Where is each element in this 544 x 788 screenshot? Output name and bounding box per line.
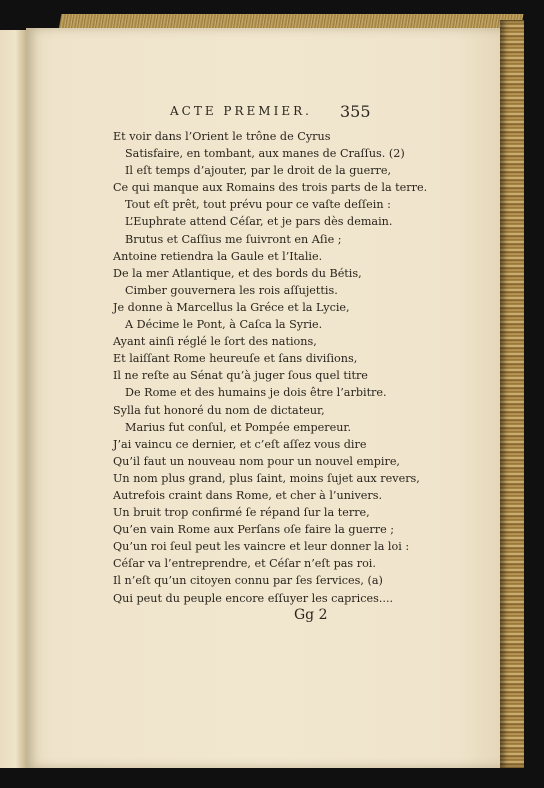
verse-line: Il eſt temps d’ajouter, par le droit de la guerre, <box>125 164 392 178</box>
verse-line: Brutus et Caſſius me ſuivront en Aſie ; <box>125 232 342 246</box>
left-page-edge <box>0 30 27 768</box>
verse-line: Tout eſt prêt, tout prévu pour ce vaſte deſſein : <box>125 198 391 212</box>
page-number: 355 <box>340 102 371 121</box>
signature-mark: Gg 2 <box>294 607 328 623</box>
verse-line: Marius fut conſul, et Pompée empereur. <box>125 420 352 434</box>
verse-line: Et voir dans l’Orient le trône de Cyrus <box>113 130 331 143</box>
right-gilt-edge <box>500 20 524 768</box>
verse-line: Un nom plus grand, plus ſaint, moins ſujet aux revers, <box>113 471 420 485</box>
verse-line: Céſar va l’entreprendre, et Céſar n’eſt pas roi. <box>113 557 376 571</box>
verse-line: Il ne reſte au Sénat qu’à juger ſous quel titre <box>113 369 368 383</box>
verse-line: Ce qui manque aux Romains des trois parts de la terre. <box>113 181 428 195</box>
running-head: ACTE PREMIER. <box>170 104 312 118</box>
verse-line: Il n’eſt qu’un citoyen connu par ſes ſervices, (a) <box>113 574 383 588</box>
verse-line: Autrefois craint dans Rome, et cher à l’univers. <box>113 488 383 502</box>
verse-line: Un bruit trop confirmé ſe répand ſur la terre, <box>113 506 370 520</box>
verse-line: Qui peut du peuple encore eſſuyer les caprices.... <box>113 591 394 605</box>
verse-line: L’Euphrate attend Céſar, et je pars dès demain. <box>125 215 393 229</box>
verse-text <box>113 128 428 607</box>
verse-line: A Décime le Pont, à Caſca la Syrie. <box>125 318 323 332</box>
verse-line: Je donne à Marcellus la Gréce et la Lycie, <box>113 300 350 314</box>
verse-line: Qu’un roi ſeul peut les vaincre et leur donner la loi : <box>113 540 410 554</box>
verse-line: J’ai vaincu ce dernier, et c’eſt aſſez vous dire <box>113 437 367 451</box>
verse-line: Antoine retiendra la Gaule et l’Italie. <box>113 249 323 263</box>
verse-line: Et laiſſant Rome heureuſe et ſans diviſions, <box>113 352 358 366</box>
verse-line: Sylla fut honoré du nom de dictateur, <box>113 403 325 417</box>
verse-line: Satisfaire, en tombant, aux manes de Craſſus. (2) <box>125 147 405 161</box>
verse-line: De Rome et des humains je dois être l’arbitre. <box>125 386 387 400</box>
verse-line: Cimber gouvernera les rois aſſujettis. <box>125 283 338 297</box>
verse-line: Qu’en vain Rome aux Perſans oſe faire la guerre ; <box>113 523 395 537</box>
verse-line: Qu’il faut un nouveau nom pour un nouvel empire, <box>113 454 400 468</box>
verse-line: Ayant ainſi réglé le ſort des nations, <box>113 335 317 349</box>
verse-line: De la mer Atlantique, et des bords du Bétis, <box>113 266 362 280</box>
